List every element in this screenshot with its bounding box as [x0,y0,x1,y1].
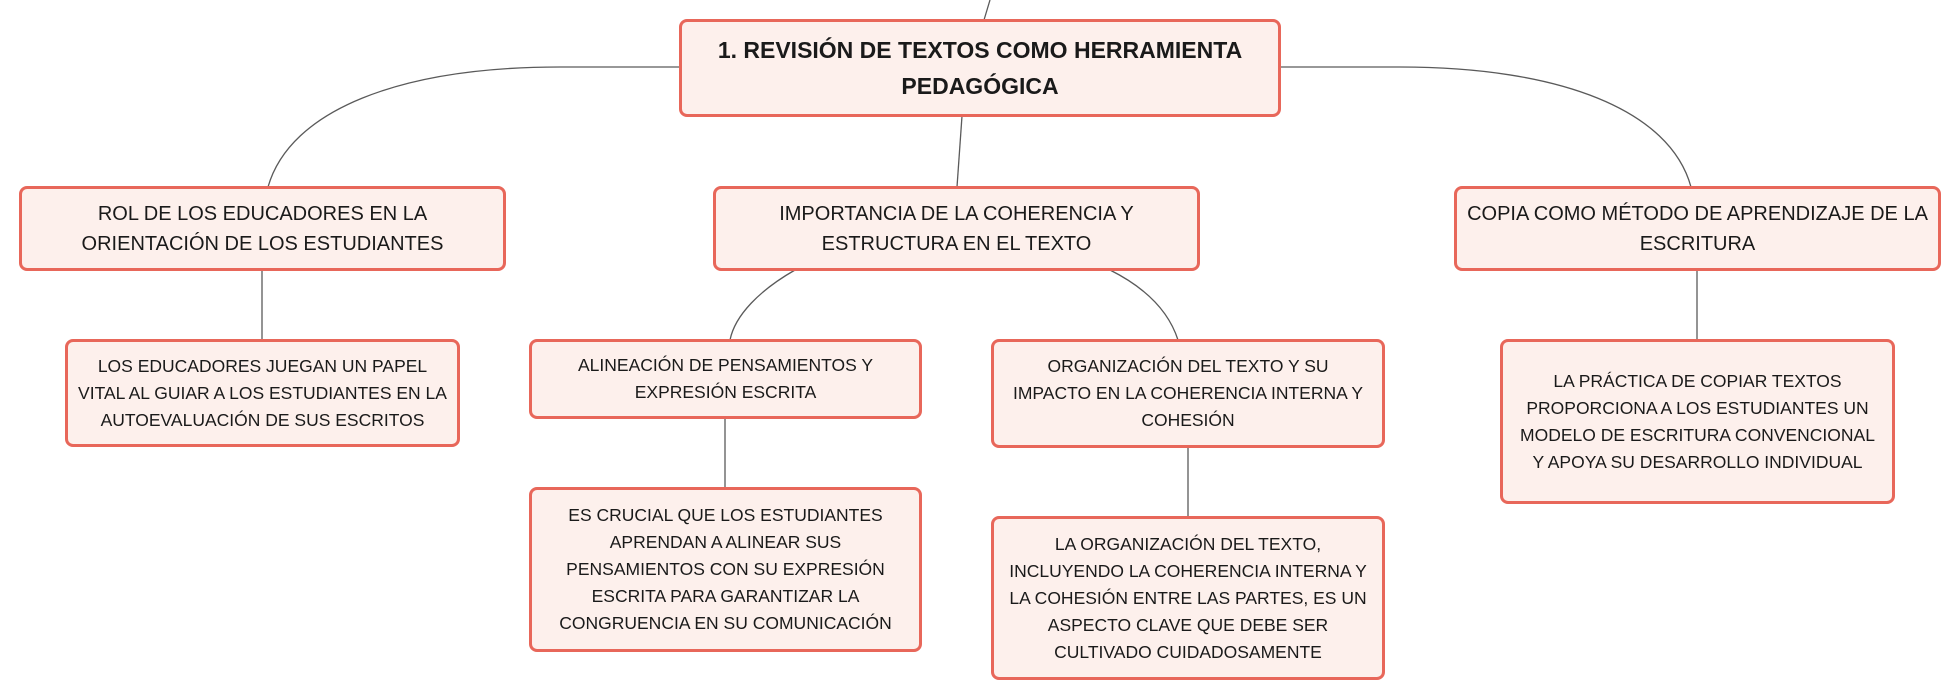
subtopic-educadores-papel[interactable] [65,339,460,447]
subtopic-organizacion[interactable] [991,339,1385,448]
detail-organizacion-label: LA ORGANIZACIÓN DEL TEXTO, INCLUYENDO LA COHERENCIA INTERNA Y LA COHESIÓN ENTRE LAS PARTES, ES UN ASPECTO CLAVE QUE DEBE SER CULTIVADO CUIDADOSAMENTE [1009,533,1367,662]
subtopic-educadores-papel-label: LOS EDUCADORES JUEGAN UN PAPEL VITAL AL GUIAR A LOS ESTUDIANTES EN LA AUTOEVALUACIÓN DE SUS ESCRITOS [78,355,447,430]
branch-rol-educadores[interactable] [19,186,506,271]
root-topic-label: 1. REVISIÓN DE TEXTOS COMO HERRAMIENTA PEDAGÓGICA [717,37,1243,99]
connector-importancia-organizacion [1110,270,1178,340]
connector-importancia-alineacion [730,270,795,340]
subtopic-practica-copiar[interactable] [1500,339,1895,504]
subtopic-alineacion[interactable] [529,339,922,419]
branch-copia-metodo-label: COPIA COMO MÉTODO DE APRENDIZAJE DE LA ESCRITURA [1467,202,1928,255]
subtopic-alineacion-label: ALINEACIÓN DE PENSAMIENTOS Y EXPRESIÓN ESCRITA [578,355,873,402]
connector-root-branch-importancia [957,116,962,187]
branch-coherencia-estructura[interactable] [713,186,1200,271]
connector-root-branch-copia [1280,67,1691,187]
connector-root-branch-rol [268,67,680,187]
branch-rol-educadores-label: ROL DE LOS EDUCADORES EN LA ORIENTACIÓN DE LOS ESTUDIANTES [81,202,444,255]
branch-coherencia-estructura-label: IMPORTANCIA DE LA COHERENCIA Y ESTRUCTURA EN EL TEXTO [779,202,1134,255]
subtopic-practica-copiar-label: LA PRÁCTICA DE COPIAR TEXTOS PROPORCIONA A LOS ESTUDIANTES UN MODELO DE ESCRITURA CONVENCIONAL Y APOYA SU DESARROLLO INDIVIDUAL [1520,370,1875,472]
detail-alineacion[interactable] [529,487,922,652]
subtopic-organizacion-label: ORGANIZACIÓN DEL TEXTO Y SU IMPACTO EN LA COHERENCIA INTERNA Y COHESIÓN [1012,356,1364,430]
root-topic[interactable] [679,19,1281,117]
detail-alineacion-label: ES CRUCIAL QUE LOS ESTUDIANTES APRENDAN A ALINEAR SUS PENSAMIENTOS CON SU EXPRESIÓN ESCRITA PARA GARANTIZAR LA CONGRUENCIA EN SU COMUNICACIÓN [559,505,892,633]
detail-organizacion[interactable] [991,516,1385,680]
connector-root-parent [984,0,990,20]
branch-copia-metodo[interactable] [1454,186,1941,271]
